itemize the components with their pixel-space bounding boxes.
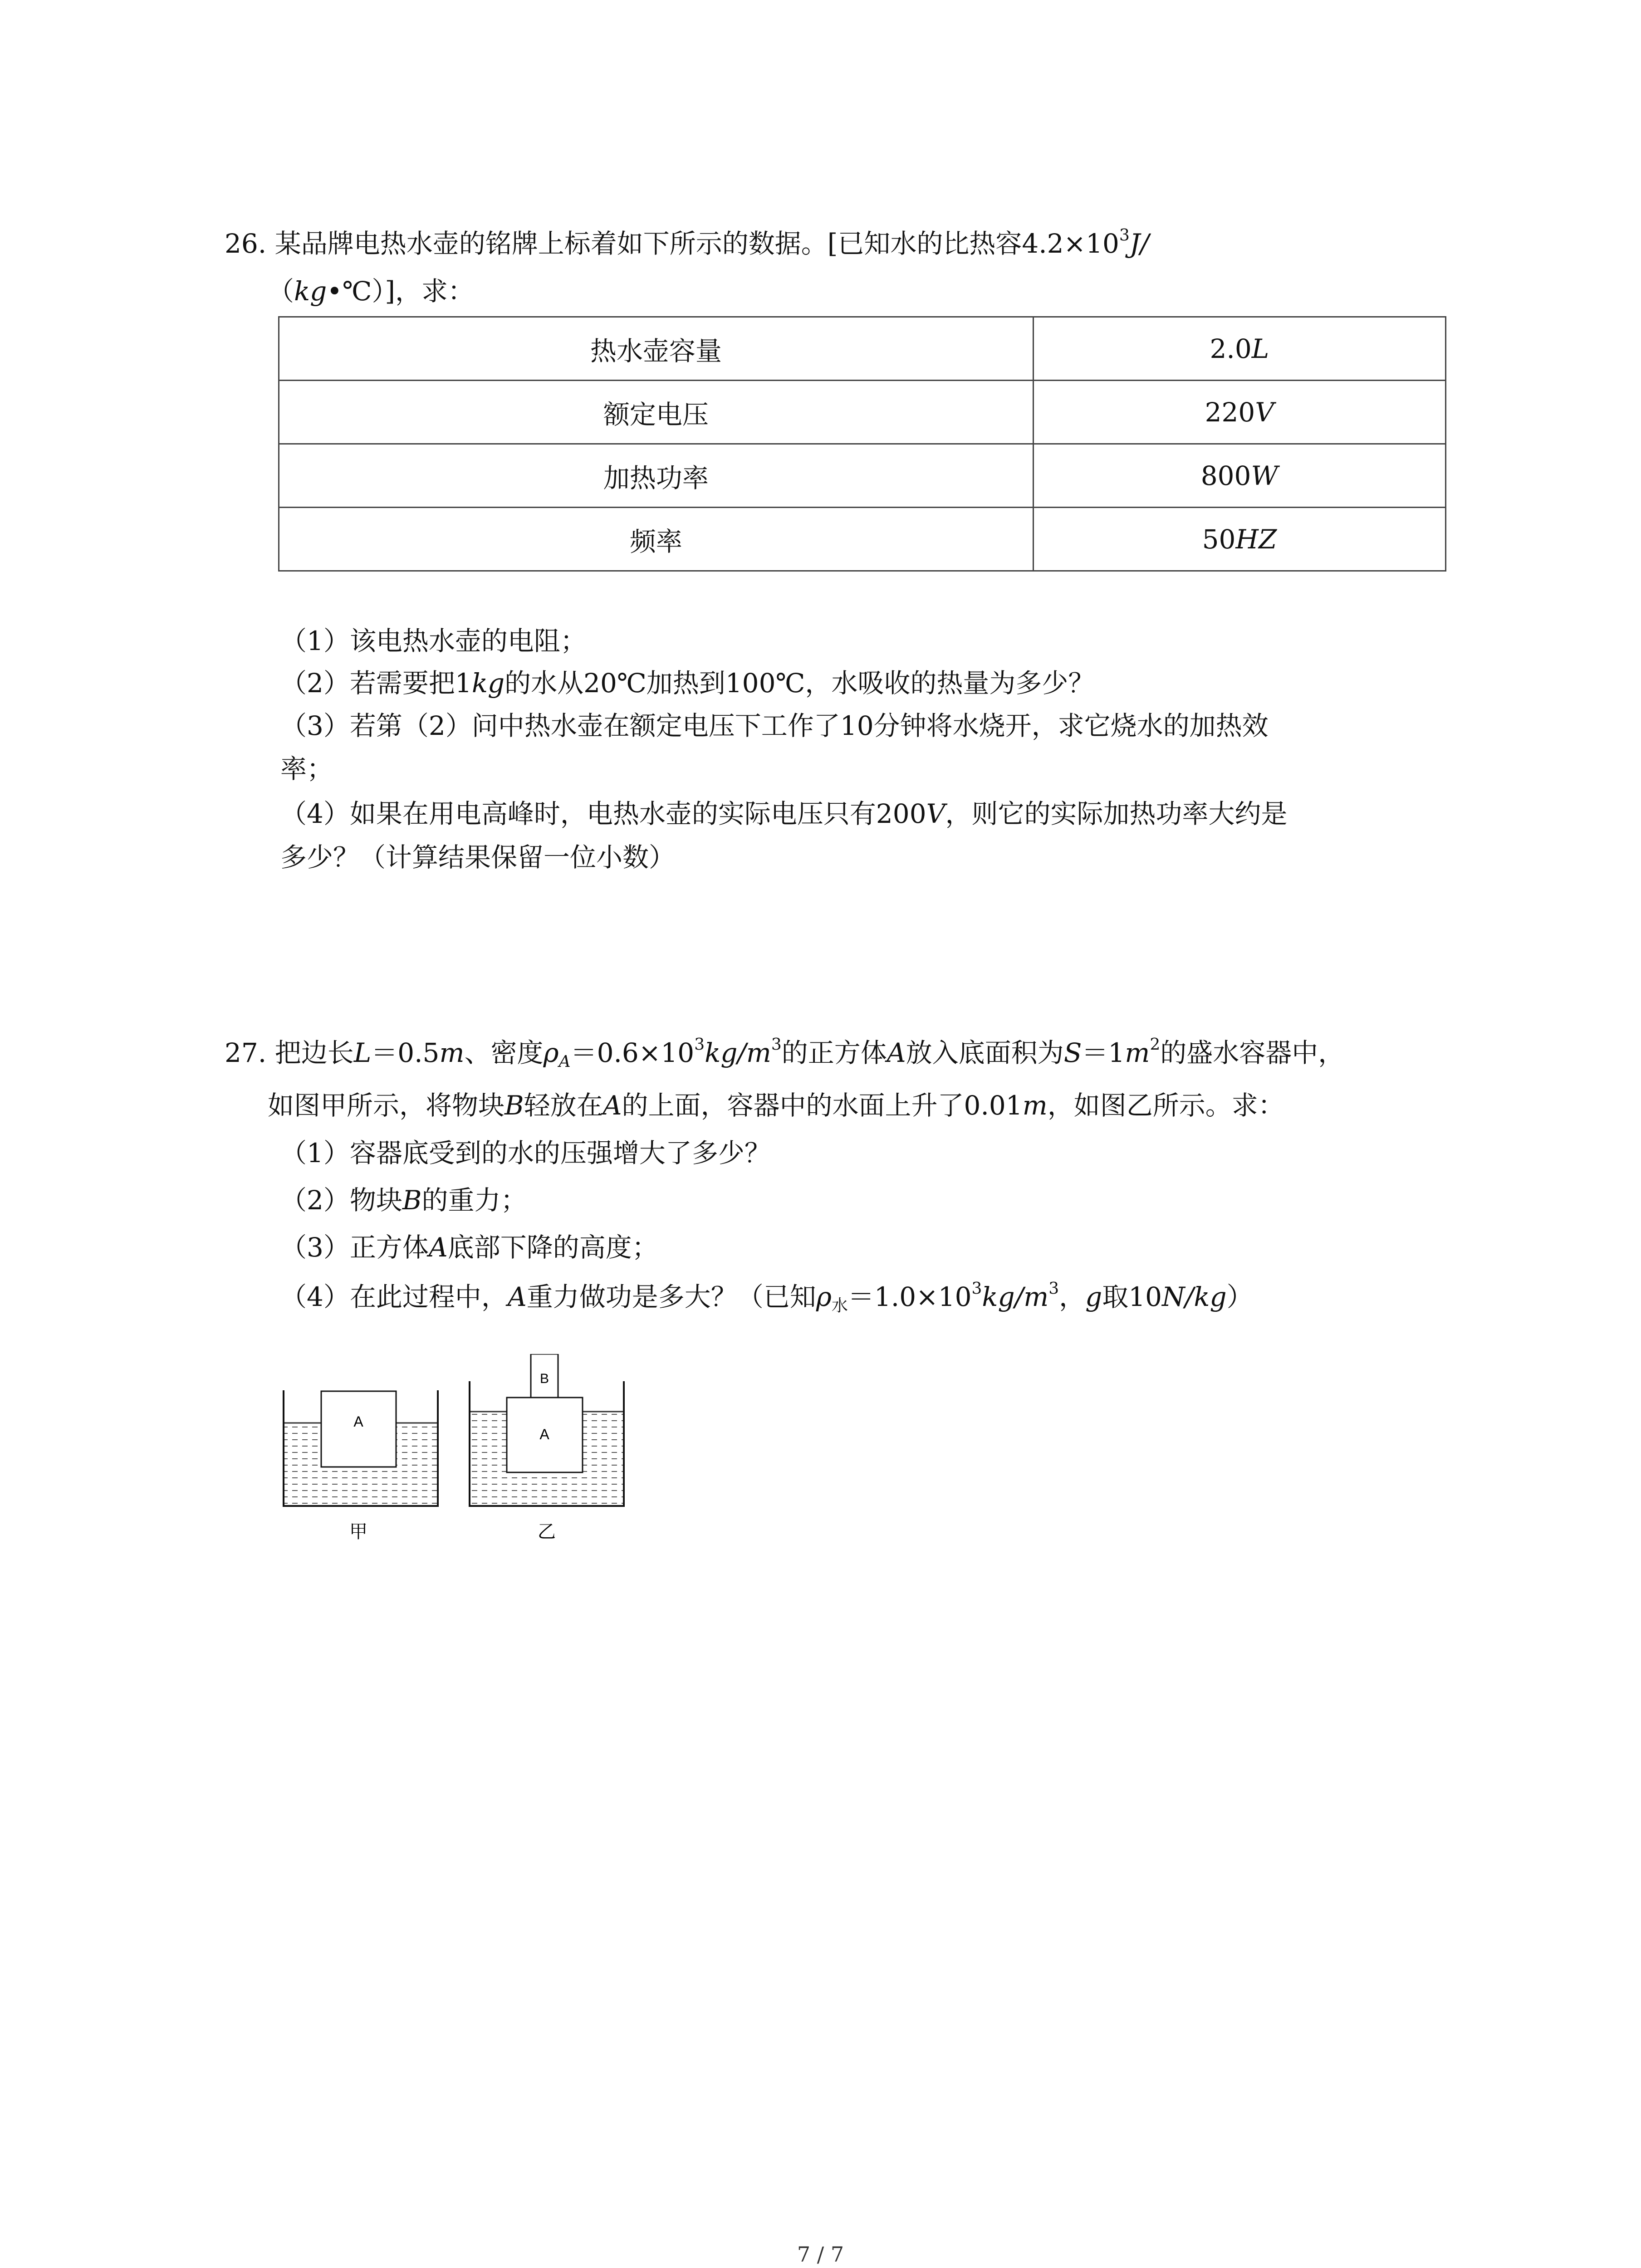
q26-part4-a: （4）如果在用电高峰时，电热水壶的实际电压只有200 xyxy=(280,798,926,829)
q27-text: （2）物块 xyxy=(280,1185,402,1216)
q27-text: 的正方体 xyxy=(781,1037,887,1068)
q26-part3-line1: （3）若第（2）问中热水壶在额定电压下工作了10分钟将水烧开，求它烧水的加热效 xyxy=(280,710,1269,741)
container-right xyxy=(470,1354,624,1506)
q27-var: m xyxy=(1022,1090,1048,1121)
q27-subscript: A xyxy=(558,1052,571,1071)
q26-part2 xyxy=(280,668,1095,699)
q27-text: 把边长 xyxy=(274,1037,354,1068)
q26-part1: （1）该电热水壶的电阻； xyxy=(280,626,587,656)
q27-subscript: 水 xyxy=(831,1296,848,1315)
value-unit: L xyxy=(1251,333,1269,364)
value-number: 50 xyxy=(1202,523,1236,555)
page-number: 7 / 7 xyxy=(797,2242,844,2267)
q27-text: 的盛水容器中， xyxy=(1160,1037,1345,1068)
q27-exponent: 2 xyxy=(1150,1035,1161,1054)
q26-unit-j: J/ xyxy=(1129,228,1149,259)
nameplate-table xyxy=(278,316,1446,572)
q27-text: ＝0.5 xyxy=(371,1037,440,1068)
q27-var: m xyxy=(439,1037,465,1068)
table-value xyxy=(1033,381,1445,444)
value-unit: W xyxy=(1251,460,1279,491)
block-a-label: A xyxy=(539,1426,549,1442)
q26-exponent: 3 xyxy=(1119,226,1130,245)
q27-var: A xyxy=(507,1281,527,1312)
q26-number: 26. xyxy=(225,228,267,259)
q27-exponent: 3 xyxy=(694,1035,705,1054)
table-label: 加热功率 xyxy=(279,444,1034,508)
q26-unit-kg: kg xyxy=(294,276,327,307)
value-number: 2.0 xyxy=(1210,333,1252,364)
table-label: 热水壶容量 xyxy=(279,317,1034,381)
table-value xyxy=(1033,444,1445,508)
table-label: 额定电压 xyxy=(279,381,1034,444)
q27-text: 的重力； xyxy=(421,1185,527,1216)
block-a-label: A xyxy=(353,1413,363,1430)
q27-line1 xyxy=(225,1035,1345,1071)
q26-part4-line1 xyxy=(280,798,1288,829)
caption-jia: 甲 xyxy=(349,1521,367,1542)
q27-text: 底部下降的高度； xyxy=(447,1232,658,1263)
q26-paren: （ xyxy=(268,276,294,307)
q27-text: ） xyxy=(1226,1281,1253,1312)
table-row xyxy=(279,381,1446,444)
q26-part2-a: （2）若需要把1 xyxy=(280,668,472,699)
q27-part3 xyxy=(280,1234,658,1261)
q26-stem: 某品牌电热水壶的铭牌上标着如下所示的数据。[已知水的比热容4.2×10 xyxy=(274,228,1119,259)
q27-var: S xyxy=(1063,1037,1082,1068)
q27-var: L xyxy=(353,1037,372,1068)
q27-var: B xyxy=(505,1090,524,1121)
q27-exponent: 3 xyxy=(1048,1279,1059,1298)
q26-stem-end: •℃）]，求： xyxy=(327,276,475,307)
q27-var: ρ xyxy=(543,1037,559,1068)
q27-var: B xyxy=(402,1185,422,1216)
q27-part1: （1）容器底受到的水的压强增大了多少？ xyxy=(280,1138,771,1168)
container-figure xyxy=(281,1354,626,1554)
q27-text: 的上面，容器中的水面上升了0.01 xyxy=(622,1090,1023,1121)
table-row xyxy=(279,317,1446,381)
q27-text: ＝0.6×10 xyxy=(570,1037,695,1068)
q27-text: 轻放在 xyxy=(524,1090,603,1121)
q26-part2-kg: kg xyxy=(471,668,505,699)
q26-part3-line2: 率； xyxy=(280,753,333,784)
q27-text: 重力做功是多大？（已知 xyxy=(526,1281,816,1312)
q27-part4 xyxy=(280,1279,1253,1315)
q27-var: A xyxy=(428,1232,448,1263)
q27-text: ＝1.0×10 xyxy=(847,1281,972,1312)
q27-text: （4）在此过程中， xyxy=(280,1281,508,1312)
q27-text: 、密度 xyxy=(464,1037,544,1068)
q27-var: A xyxy=(887,1037,906,1068)
q27-exponent: 3 xyxy=(771,1035,782,1054)
q26-line1 xyxy=(225,226,1149,259)
q27-var: kg/m xyxy=(982,1281,1049,1312)
q27-var: m xyxy=(1125,1037,1150,1068)
q27-var: N/kg xyxy=(1162,1281,1227,1312)
q26-part2-b: 的水从20℃加热到100℃，水吸收的热量为多少？ xyxy=(505,668,1095,699)
q27-exponent: 3 xyxy=(971,1279,982,1298)
container-left xyxy=(284,1390,438,1506)
q27-number: 27. xyxy=(225,1037,267,1068)
q27-text: 放入底面积为 xyxy=(906,1037,1064,1068)
q27-var: kg/m xyxy=(705,1037,771,1068)
q26-part4-line2: 多少？（计算结果保留一位小数） xyxy=(280,842,676,873)
q27-line2 xyxy=(268,1092,1284,1119)
q27-part2 xyxy=(280,1185,527,1216)
q27-var: ρ xyxy=(816,1281,832,1312)
table-row xyxy=(279,508,1446,571)
q26-line2 xyxy=(268,276,475,307)
value-number: 800 xyxy=(1200,460,1251,491)
value-unit: V xyxy=(1255,396,1274,428)
table-row xyxy=(279,444,1446,508)
table-label: 频率 xyxy=(279,508,1034,571)
q27-text: ， xyxy=(1059,1281,1086,1312)
value-unit: HZ xyxy=(1235,523,1277,555)
q27-text: ＝1 xyxy=(1082,1037,1125,1068)
q27-text: 如图甲所示，将物块 xyxy=(268,1090,505,1121)
table-value xyxy=(1033,508,1445,571)
q27-var: A xyxy=(603,1090,622,1121)
table-value xyxy=(1033,317,1445,381)
block-b-label: B xyxy=(539,1371,549,1386)
q27-var: g xyxy=(1085,1281,1102,1312)
q26-part4-v: V xyxy=(926,798,945,829)
q27-text: （3）正方体 xyxy=(280,1232,429,1263)
q27-text: ，如图乙所示。求： xyxy=(1047,1090,1284,1121)
caption-yi: 乙 xyxy=(538,1521,556,1542)
value-number: 220 xyxy=(1205,396,1255,428)
q27-text: 取10 xyxy=(1102,1281,1162,1312)
q26-part4-b: ，则它的实际加热功率大约是 xyxy=(945,798,1288,829)
